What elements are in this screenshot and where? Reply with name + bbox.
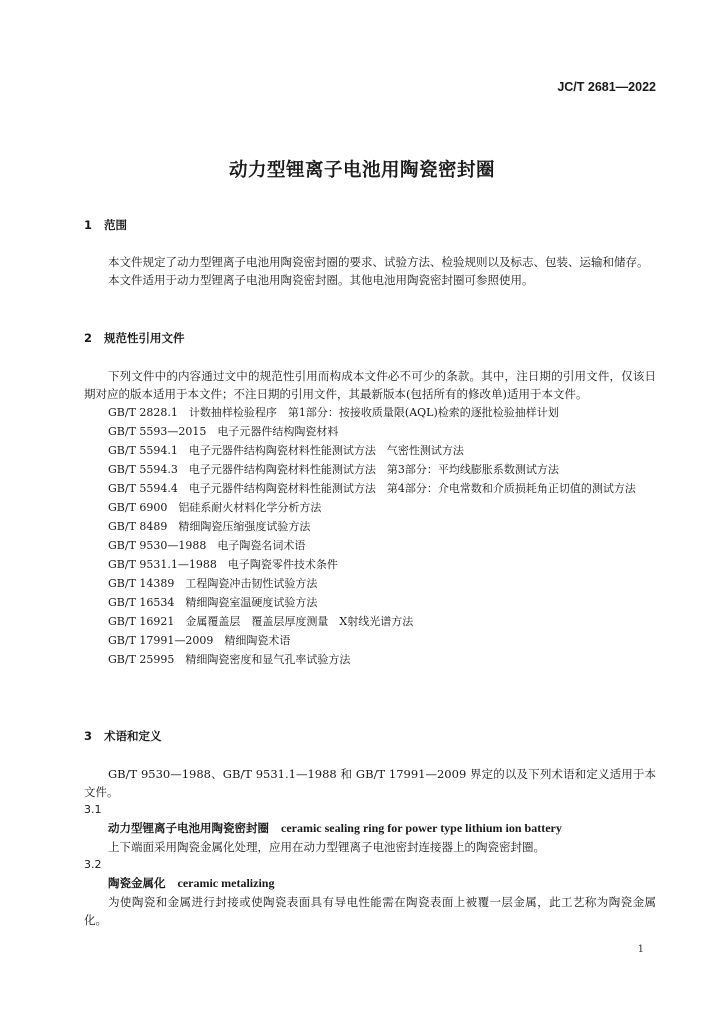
term-english: ceramic sealing ring for power type lithium ion battery (281, 821, 562, 835)
term-entry (84, 819, 656, 838)
clause-number: 3.1 (84, 803, 102, 816)
section-title: 术语和定义 (104, 729, 162, 743)
term-definition: 上下端面采用陶瓷金属化处理，应用在动力型锂离子电池密封连接器上的陶瓷密封圈。 (108, 840, 545, 854)
section-number: 2 (84, 331, 93, 345)
references-body (84, 367, 656, 669)
reference-item: GB/T 5593—2015 电子元器件结构陶瓷材料 (108, 425, 339, 438)
reference-item: GB/T 8489 精细陶瓷压缩强度试验方法 (108, 520, 311, 533)
section-title: 规范性引用文件 (104, 331, 185, 345)
reference-item: GB/T 5594.3 电子元器件结构陶瓷材料性能测试方法 第3部分：平均线膨胀系数测试方法 (108, 463, 559, 476)
clause-number: 3.2 (84, 858, 102, 871)
reference-item: GB/T 9530—1988 电子陶瓷名词术语 (108, 539, 306, 552)
paragraph: 下列文件中的内容通过文中的规范性引用而构成本文件必不可少的条款。其中，注日期的引用文件，仅该日期对应的版本适用于本文件；不注日期的引用文件，其最新版本(包括所有的修改单)适用于本文件。 (84, 369, 656, 401)
paragraph: 本文件规定了动力型锂离子电池用陶瓷密封圈的要求、试验方法、检验规则以及标志、包装、运输和储存。 (108, 255, 649, 269)
reference-item: GB/T 9531.1—1988 电子陶瓷零件技术条件 (108, 558, 338, 571)
page-number: 1 (637, 944, 644, 955)
reference-item: GB/T 17991—2009 精细陶瓷术语 (108, 634, 291, 647)
term-chinese: 陶瓷金属化 (108, 876, 166, 890)
reference-item: GB/T 16921 金属覆盖层 覆盖层厚度测量 X射线光谱方法 (108, 615, 414, 628)
document-title: 动力型锂离子电池用陶瓷密封圈 (228, 160, 495, 181)
section-heading (84, 217, 656, 233)
reference-item: GB/T 5594.4 电子元器件结构陶瓷材料性能测试方法 第4部分：介电常数和介质损耗角正切值的测试方法 (108, 482, 636, 495)
section-terms-definitions (84, 728, 656, 744)
reference-item: GB/T 14389 工程陶瓷冲击韧性试验方法 (108, 577, 318, 590)
section-normative-references (84, 330, 656, 346)
section-number: 1 (84, 218, 93, 232)
paragraph: 本文件适用于动力型锂离子电池用陶瓷密封圈。其他电池用陶瓷密封圈可参照使用。 (108, 273, 534, 287)
term-english: ceramic metalizing (177, 876, 275, 890)
section-scope (84, 217, 656, 233)
section-title: 范围 (104, 218, 127, 232)
section-heading (84, 330, 656, 346)
standard-number: JC/T 2681—2022 (557, 80, 656, 94)
term-definition: 为使陶瓷和金属进行封接或使陶瓷表面具有导电性能需在陶瓷表面上被覆一层金属，此工艺称为陶瓷金属化。 (84, 895, 656, 927)
terms-body (84, 765, 656, 929)
reference-item: GB/T 2828.1 计数抽样检验程序 第1部分：按接收质量限(AQL)检索的逐批检验抽样计划 (108, 406, 559, 419)
reference-item: GB/T 5594.1 电子元器件结构陶瓷材料性能测试方法 气密性测试方法 (108, 444, 464, 457)
reference-item: GB/T 16534 精细陶瓷室温硬度试验方法 (108, 596, 318, 609)
scope-body (84, 253, 656, 289)
paragraph: GB/T 9530—1988、GB/T 9531.1—1988 和 GB/T 17991—2009 界定的以及下列术语和定义适用于本文件。 (84, 767, 656, 799)
term-entry (84, 874, 656, 893)
reference-item: GB/T 25995 精细陶瓷密度和显气孔率试验方法 (108, 653, 351, 666)
reference-item: GB/T 6900 铝硅系耐火材料化学分析方法 (108, 501, 322, 514)
section-heading (84, 728, 656, 744)
section-number: 3 (84, 729, 93, 743)
term-chinese: 动力型锂离子电池用陶瓷密封圈 (108, 821, 269, 835)
